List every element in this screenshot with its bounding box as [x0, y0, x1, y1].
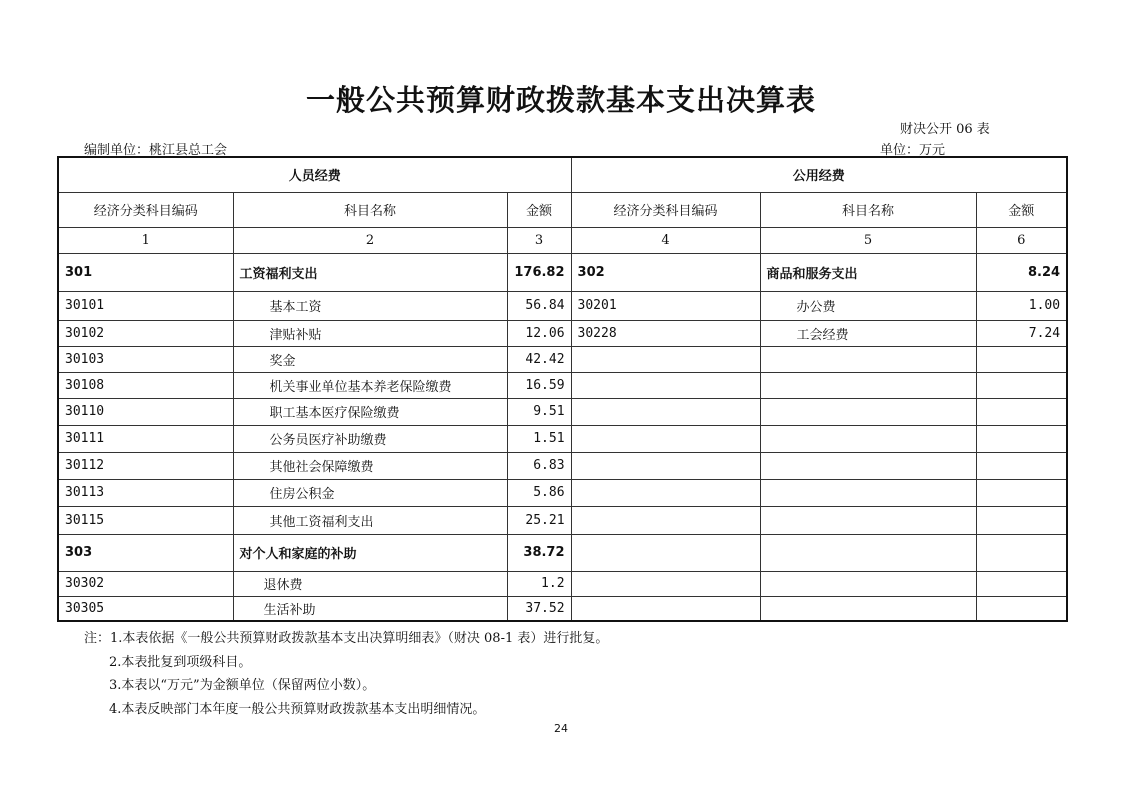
right-name: [760, 372, 976, 398]
column-header-row: [58, 192, 1067, 227]
left-code: 301: [58, 253, 233, 291]
right-amount: [976, 571, 1067, 596]
right-code: [571, 506, 760, 534]
left-amount: 9.51: [507, 398, 571, 425]
note-2: 2.本表批复到项级科目。: [109, 654, 252, 670]
right-code: [571, 452, 760, 479]
left-code: 30112: [58, 452, 233, 479]
left-name: 对个人和家庭的补助: [233, 534, 507, 571]
left-amount: 16.59: [507, 372, 571, 398]
right-amount: [976, 372, 1067, 398]
right-code: [571, 534, 760, 571]
left-amount: 1.51: [507, 425, 571, 452]
right-amount: [976, 479, 1067, 506]
col-index: 2: [233, 227, 507, 253]
left-amount: 25.21: [507, 506, 571, 534]
left-code: 30102: [58, 320, 233, 346]
right-name: [760, 398, 976, 425]
right-name: 商品和服务支出: [760, 253, 976, 291]
notes: [84, 627, 608, 721]
right-amount: [976, 398, 1067, 425]
right-name: [760, 571, 976, 596]
left-name: 机关事业单位基本养老保险缴费: [233, 372, 507, 398]
table-row: [58, 346, 1067, 372]
left-amount: 42.42: [507, 346, 571, 372]
left-name: 职工基本医疗保险缴费: [233, 398, 507, 425]
left-amount: 12.06: [507, 320, 571, 346]
right-name: [760, 452, 976, 479]
right-amount: [976, 596, 1067, 621]
right-amount: [976, 506, 1067, 534]
right-code: [571, 479, 760, 506]
right-name: 办公费: [760, 291, 976, 320]
col-index: 1: [58, 227, 233, 253]
left-amount: 38.72: [507, 534, 571, 571]
right-name: [760, 346, 976, 372]
table-row: [58, 452, 1067, 479]
right-amount: [976, 452, 1067, 479]
col-index: 3: [507, 227, 571, 253]
right-amount: 1.00: [976, 291, 1067, 320]
unit-label: 单位：万元: [880, 143, 946, 158]
left-code: 30101: [58, 291, 233, 320]
col-name-header: 科目名称: [760, 192, 976, 227]
note-4: 4.本表反映部门本年度一般公共预算财政拨款基本支出明细情况。: [109, 701, 486, 717]
expenditure-table: [57, 156, 1068, 622]
right-amount: [976, 534, 1067, 571]
col-amount-header: 金额: [507, 192, 571, 227]
right-amount: [976, 346, 1067, 372]
table-row: [58, 506, 1067, 534]
organization-label: 编制单位：桃江县总工会: [84, 143, 228, 158]
left-code: 30108: [58, 372, 233, 398]
personnel-header: 人员经费: [58, 157, 571, 192]
note-3: 3.本表以“万元”为金额单位（保留两位小数）。: [109, 678, 376, 693]
left-amount: 37.52: [507, 596, 571, 621]
page-number: 24: [554, 722, 568, 735]
page-title: 一般公共预算财政拨款基本支出决算表: [305, 83, 816, 117]
right-amount: 7.24: [976, 320, 1067, 346]
right-code: [571, 346, 760, 372]
left-amount: 6.83: [507, 452, 571, 479]
left-name: 基本工资: [233, 291, 507, 320]
left-name: 奖金: [233, 346, 507, 372]
right-code: [571, 571, 760, 596]
left-code: 30111: [58, 425, 233, 452]
column-index-row: [58, 227, 1067, 253]
right-name: [760, 596, 976, 621]
left-name: 津贴补贴: [233, 320, 507, 346]
table-row: [58, 320, 1067, 346]
col-code-header: 经济分类科目编码: [58, 192, 233, 227]
left-name: 退休费: [233, 571, 507, 596]
left-name: 其他社会保障缴费: [233, 452, 507, 479]
col-name-header: 科目名称: [233, 192, 507, 227]
table-row: [58, 425, 1067, 452]
right-name: [760, 425, 976, 452]
left-amount: 5.86: [507, 479, 571, 506]
left-amount: 56.84: [507, 291, 571, 320]
left-code: 303: [58, 534, 233, 571]
left-amount: 1.2: [507, 571, 571, 596]
left-name: 公务员医疗补助缴费: [233, 425, 507, 452]
right-code: 30228: [571, 320, 760, 346]
table-row: [58, 534, 1067, 571]
left-amount: 176.82: [507, 253, 571, 291]
right-name: [760, 534, 976, 571]
right-code: [571, 398, 760, 425]
left-code: 30103: [58, 346, 233, 372]
right-amount: [976, 425, 1067, 452]
public-header: 公用经费: [571, 157, 1067, 192]
table-row: [58, 253, 1067, 291]
note-1: 注：1.本表依据《一般公共预算财政拨款基本支出决算明细表》（财决 08-1 表）进行批复。: [84, 631, 609, 646]
form-number: 财决公开 06 表: [900, 122, 990, 137]
right-code: [571, 596, 760, 621]
left-code: 30115: [58, 506, 233, 534]
left-code: 30113: [58, 479, 233, 506]
col-index: 5: [760, 227, 976, 253]
right-code: 30201: [571, 291, 760, 320]
right-amount: 8.24: [976, 253, 1067, 291]
table-row: [58, 291, 1067, 320]
table-row: [58, 398, 1067, 425]
left-name: 住房公积金: [233, 479, 507, 506]
right-code: [571, 372, 760, 398]
group-header-row: [58, 157, 1067, 192]
right-code: [571, 425, 760, 452]
table-row: [58, 479, 1067, 506]
left-name: 生活补助: [233, 596, 507, 621]
col-index: 4: [571, 227, 760, 253]
left-name: 其他工资福利支出: [233, 506, 507, 534]
table-row: [58, 571, 1067, 596]
left-code: 30110: [58, 398, 233, 425]
right-name: [760, 506, 976, 534]
left-code: 30302: [58, 571, 233, 596]
table-row: [58, 372, 1067, 398]
right-code: 302: [571, 253, 760, 291]
left-code: 30305: [58, 596, 233, 621]
col-code-header: 经济分类科目编码: [571, 192, 760, 227]
col-index: 6: [976, 227, 1067, 253]
right-name: 工会经费: [760, 320, 976, 346]
col-amount-header: 金额: [976, 192, 1067, 227]
table-row: [58, 596, 1067, 621]
right-name: [760, 479, 976, 506]
left-name: 工资福利支出: [233, 253, 507, 291]
